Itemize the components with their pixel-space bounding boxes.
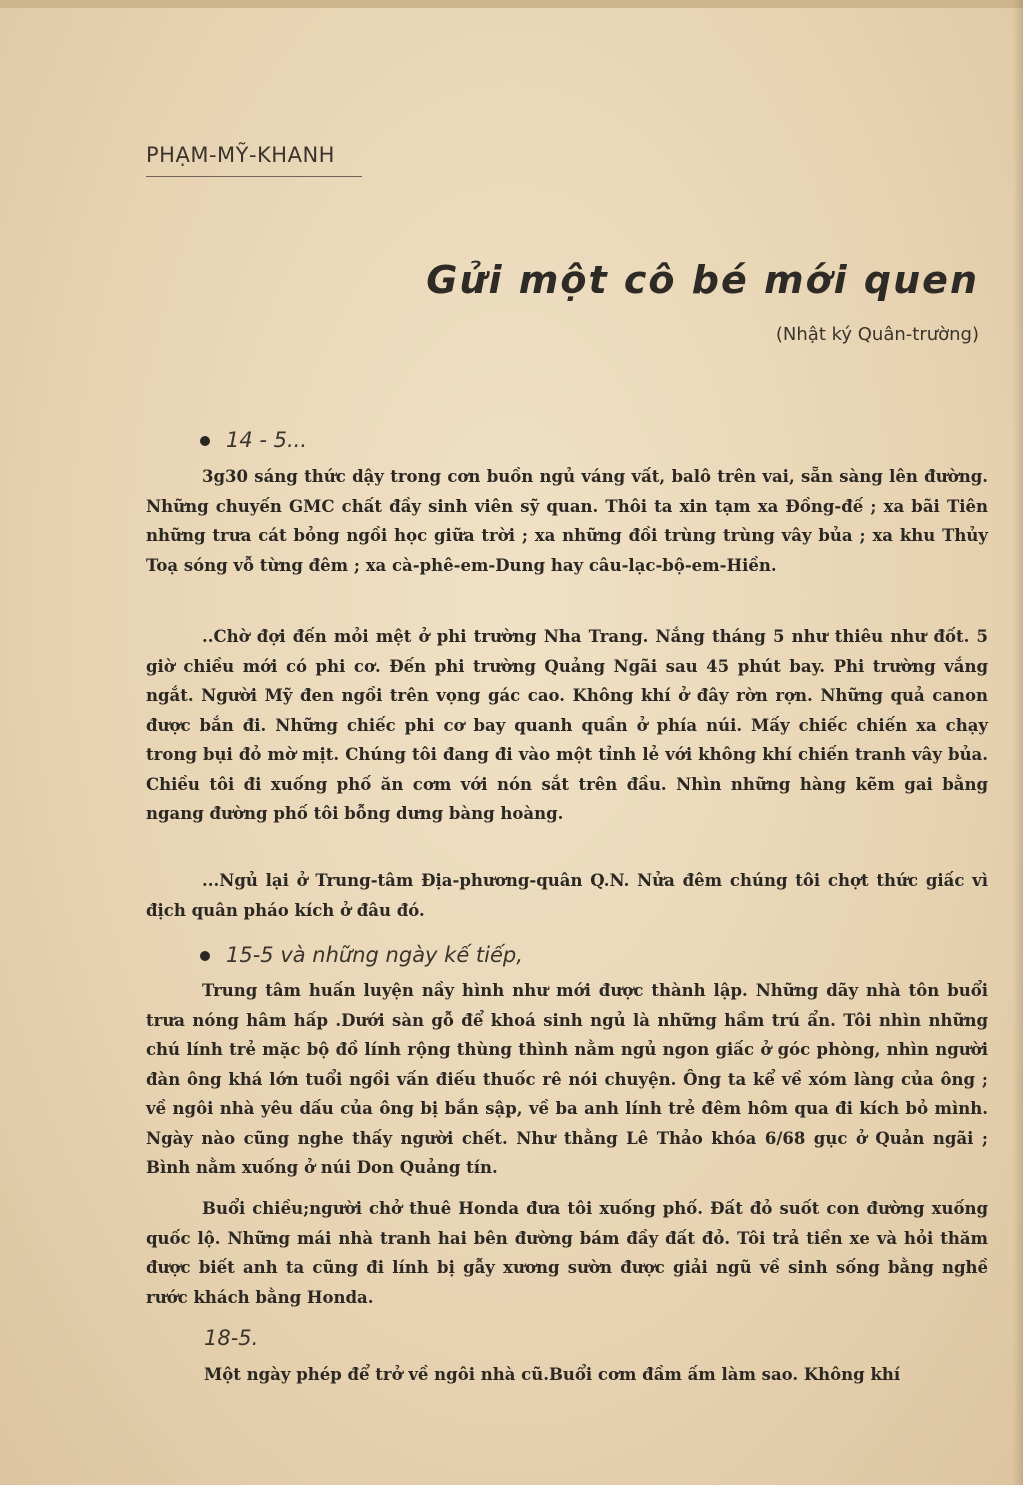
paragraph: Một ngày phép để trở về ngôi nhà cũ.Buổi cơm đầm ấm làm sao. Không khí xyxy=(204,1365,901,1384)
section-date: 15-5 và những ngày kế tiếp, xyxy=(226,943,523,967)
author-name: PHẠM-MỸ-KHANH xyxy=(146,143,335,167)
section-date: 14 - 5... xyxy=(226,428,308,452)
article-title: Gửi một cô bé mới quen xyxy=(426,258,979,302)
author-underline xyxy=(146,176,362,177)
paragraph: Buổi chiều;người chở thuê Honda đưa tôi xuống phố. Đất đỏ suốt con đường xuống quốc lộ. Những mái nhà tranh hai bên đường bám đầy đất đỏ. Tôi trả tiền xe và hỏi thăm được biết anh ta cũng đi lính bị gẫy xương sườn được giải ngũ về sinh sống bằng nghề rước khách bằng Honda. xyxy=(146,1199,988,1307)
paragraph: ...Ngủ lại ở Trung-tâm Địa-phương-quân Q.N. Nửa đêm chúng tôi chợt thức giấc vì địch quân pháo kích ở đâu đó. xyxy=(146,871,988,920)
paragraph: ..Chờ đợi đến mỏi mệt ở phi trường Nha Trang. Nắng tháng 5 như thiêu như đốt. 5 giờ chiều mới có phi cơ. Đến phi trường Quảng Ngãi sau 45 phút bay. Phi trường vắng ngắt. Người Mỹ đen ngồi trên vọng gác cao. Không khí ở đây rờn rợn. Những quả canon được bắn đi. Những chiếc phi cơ bay quanh quần ở phía núi. Mấy chiếc chiến xa chạy trong bụi đỏ mờ mịt. Chúng tôi đang đi vào một tỉnh lẻ với không khí chiến tranh vây bủa. Chiều tôi đi xuống phố ăn cơm với nón sắt trên đầu. Nhìn những hàng kẽm gai bằng ngang đường phố tôi bỗng dưng bàng hoàng. xyxy=(146,627,988,823)
section-date-heading xyxy=(204,1326,258,1350)
section-date-heading xyxy=(200,428,307,452)
paragraph: Trung tâm huấn luyện nầy hình như mới được thành lập. Những dãy nhà tôn buổi trưa nóng hâm hấp .Dưới sàn gỗ để khoá sinh ngủ là những hầm trú ẩn. Tôi nhìn những chú lính trẻ mặc bộ đồ lính rộng thùng thình nằm ngủ ngon giấc ở góc phòng, nhìn người đàn ông khá lớn tuổi ngồi vấn điếu thuốc rê nói chuyện. Ông ta kể về xóm làng của ông ; về ngôi nhà yêu dấu của ông bị bắn sập, về ba anh lính trẻ đêm hôm qua đi kích bỏ mình. Ngày nào cũng nghe thấy người chết. Như thằng Lê Thảo khóa 6/68 gục ở Quản ngãi ; Bình nằm xuống ở núi Don Quảng tín. xyxy=(146,981,988,1177)
article-subtitle: (Nhật ký Quân-trường) xyxy=(775,324,979,345)
paragraph: 3g30 sáng thức dậy trong cơn buồn ngủ váng vất, balô trên vai, sẵn sàng lên đường. Những chuyến GMC chất đầy sinh viên sỹ quan. Thôi ta xin tạm xa Đồng-đế ; xa bãi Tiên những trưa cát bỏng ngồi học giữa trời ; xa những đồi trùng trùng vây bủa ; xa khu Thủy Toạ sóng vỗ từng đêm ; xa cà-phê-em-Dung hay câu-lạc-bộ-em-Hiền. xyxy=(146,467,988,575)
page-right-edge xyxy=(1013,0,1023,1485)
section-date: 18-5. xyxy=(204,1326,259,1350)
bullet-icon xyxy=(200,951,210,961)
section-date-heading xyxy=(200,943,523,967)
bullet-icon xyxy=(200,436,210,446)
page-top-edge xyxy=(0,0,1023,8)
